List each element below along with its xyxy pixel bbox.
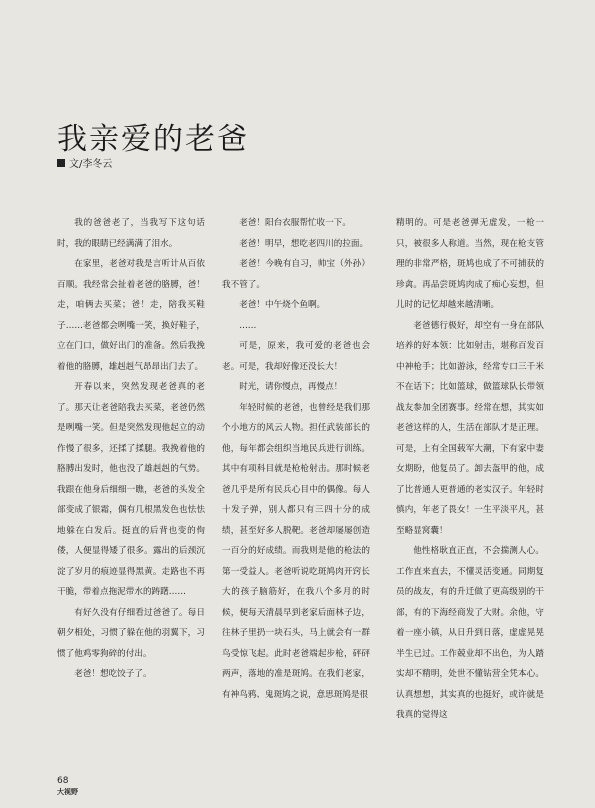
paragraph: 老爸！想吃饺子了。 [74, 669, 152, 679]
paragraph: 精明的。可是老爸弹无虚发，一枪一只，被很多人称道。当然，现在枪支管理的非常严格，斑鸠也成了不可捕获的珍禽。再品尝斑鸠肉成了痴心妄想，但儿时的记忆却越来越清晰。 [396, 218, 544, 310]
article-title: 我亲爱的老爸 [57, 122, 249, 157]
paragraph: 我的爸爸老了，当我写下这句话时，我的眼睛已经满满了泪水。 [57, 218, 205, 249]
paragraph: 老爸！中午烧个鱼啊。 [239, 300, 326, 310]
square-bullet-icon [57, 159, 65, 167]
paragraph: 老爸德行极好，却空有一身在部队培养的好本领：比如射击，堪称百发百中神枪手；比如游泳，经常专口三千米不在话下；比如篮球，做篮球队长带领战友参加全团赛事。经常在想，其实如老爸这样的人，生活在部队才是正理。可是，上有全国载军大潮，下有家中妻女期盼，他复员了。卸去盔甲的他，成了比普通人更普通的老实汉子。年轻时慎内，年老了畏女！一生平淡平凡，甚至略显窝囊！ [396, 320, 544, 536]
paragraph: 老爸！明早，想吃老四川的拉面。 [239, 238, 369, 249]
paragraph: 可是，原来，我可爱的老爸也会老。可是，我却好像还没长大！ [222, 341, 370, 372]
paragraph: 老爸！今晚有自习，帅宝（外孙）我不管了。 [222, 259, 370, 290]
paragraph: 开春以来，突然发现老爸真的老了。那天让老爸陪我去买菜，老爸仍然是咧嘴一笑。但是突然发现他起立的动作慢了很多，还揉了揉腿。我挽着他的胳膊出发时，他也没了雄赳赳的气势。我跟在他身后细细一瞧，老爸的头发全部变成了银霜，偶有几根黑发色也怯怯地躲在白发后。挺直的后背也变的佝偻，人便显得矮了很多。露出的后颈沉淀了岁月的痕迹显得黑黄。走路也不再干脆，带着点拖泥带水的踌躇…… [57, 382, 205, 597]
text-column-1 [57, 213, 205, 685]
paragraph: 有好久没有仔细看过爸爸了。每日朝夕相处，习惯了躲在他的羽翼下，习惯了他鸡零狗碎的付出。 [57, 607, 205, 659]
text-column-3 [396, 213, 544, 726]
paragraph: 时光，请你慢点，再慢点！ [239, 382, 343, 392]
paragraph: 年轻时候的老爸，也曾经是我们那个小地方的风云人物。担任武装部长的他，每年都会组织当地民兵进行训练。其中有项科目就是枪枪射击。那时候老爸几乎是所有民兵心目中的偶像。每人十发子弹，别人都只有三四十分的成绩，甚至好多人脱靶。老爸却屡屡创造一百分的好成绩。而我则是他的枪法的第一受益人。老爸听说吃斑鸠肉开窍长大的孩子脑筋好，在我八个多月的时候，便每天清晨早到老家后面林子边，往林子里扔一块石头，马上就会有一群鸟受惊飞起。此时老爸端起步枪，砰砰两声，落地的准是斑鸠。在我们老家，有神鸟鸦、鬼斑鸠之说，意思斑鸠是很 [222, 402, 370, 700]
magazine-name: 大视野 [57, 787, 78, 796]
paragraph: 他性格耿直正直，不会揣测人心。工作直来直去，不懂灵活变通。同期复员的战友，有的升迁做了更高级别的干部，有的下海经商发了大财。余他，守着一座小镇，从日升到日落，虚虚晃晃半生已过。工作兢业却不出色，为人踏实却不精明，处世不懂钻营全凭本心。认真想想，其实真的也挺好，或许就是我真的觉得这 [396, 546, 544, 720]
paragraph: …… [239, 320, 257, 331]
page-number: 68 [57, 776, 69, 786]
byline [57, 155, 112, 170]
paragraph: 老爸！阳台衣服帮忙收一下。 [239, 218, 351, 228]
text-column-2 [222, 213, 370, 705]
paragraph: 在家里，老爸对我是言听计从百依百顺。我经常会扯着老爸的胳膊，爸！走，咱俩去买菜；爸！走，陪我买鞋子……老爸都会咧嘴一笑，换好鞋子，立在门口，做好出门的准备。然后我挽着他的胳膊，雄赳赳气昂昂出门去了。 [57, 259, 205, 372]
author-credit: 文/李冬云 [69, 159, 113, 170]
